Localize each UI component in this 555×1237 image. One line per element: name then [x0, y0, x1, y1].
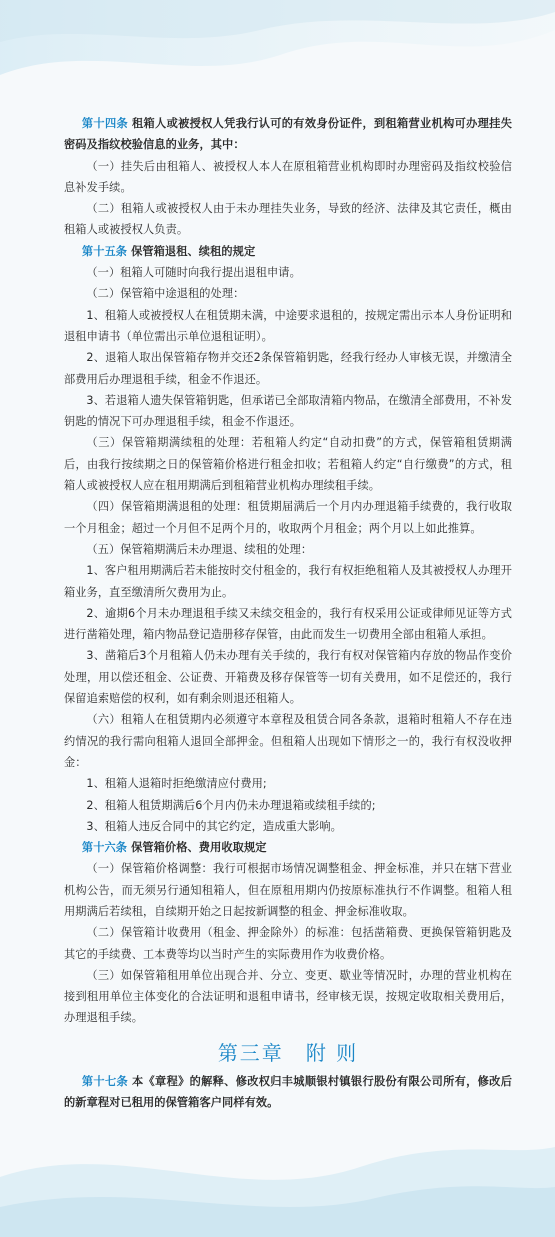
regulation-text	[64, 113, 512, 1113]
article-16-number: 第十六条	[81, 841, 128, 855]
article-15-heading	[64, 241, 512, 262]
article-15-item-15: 3、租箱人违反合同中的其它约定，造成重大影响。	[86, 819, 342, 833]
article-16-item-3: （三）如保管箱租用单位出现合并、分立、变更、歇业等情况时，办理的营业机构在接到租用单位主体变化的合法证明和退租申请书，经审核无误，按规定收取相关费用后，办理退租手续。	[64, 968, 512, 1025]
article-16-item-1: （一）保管箱价格调整：我行可根据市场情况调整租金、押金标准，并只在辖下营业机构公告，而无须另行通知租箱人，但在原租用期内仍按原标准执行不作调整。租箱人租用期满后若续租，自续期开始之日起按新调整的租金、押金标准收取。	[64, 862, 512, 918]
article-16-title: 保管箱价格、费用收取规定	[131, 841, 267, 855]
article-15-item-4: 2、退箱人取出保管箱存物并交还2条保管箱钥匙，经我行经办人审核无误，并缴清全部费用后办理退租手续，租金不作退还。	[64, 351, 512, 386]
article-17-number: 第十七条	[81, 1074, 128, 1088]
chapter-3-title	[64, 1039, 512, 1067]
article-15-item-6: （三）保管箱期满续租的处理：若租箱人约定“自动扣费”的方式，保管箱租赁期满后，由我行按续期之日的保管箱价格进行租金扣收；若租箱人约定“自行缴费”的方式，租箱人或被授权人应在租用期满后到租箱营业机构办理续租手续。	[64, 436, 512, 493]
bottom-wave-decoration	[0, 1117, 555, 1237]
article-15-item-12: （六）租箱人在租赁期内必须遵守本章程及租赁合同各条款，退箱时租箱人不存在违约情况的我行需向租箱人退回全部押金。但租箱人出现如下情形之一的，我行有权没收押金：	[64, 713, 512, 769]
article-15-item-3: 1、租箱人或被授权人在租赁期未满，中途要求退租的，按规定需出示本人身份证明和退租申请书（单位需出示单位退租证明）。	[64, 308, 512, 343]
top-wave-decoration	[0, 0, 555, 110]
article-14-item-1: （一）挂失后由租箱人、被授权人本人在原租箱营业机构即时办理密码及指纹校验信息补发手续。	[64, 159, 512, 194]
article-14-number: 第十四条	[81, 117, 128, 130]
article-15-item-2: （二）保管箱中途退租的处理：	[86, 287, 245, 301]
article-15-item-10: 2、逾期6个月未办理退租手续又未续交租金的，我行有权采用公证或律师见证等方式进行凿箱处理，箱内物品登记造册移存保管，由此而发生一切费用全部由租箱人承担。	[64, 606, 512, 642]
article-15-title: 保管箱退租、续租的规定	[131, 244, 256, 258]
article-16-item-2: （二）保管箱计收费用（租金、押金除外）的标准：包括凿箱费、更换保管箱钥匙及其它的手续费、工本费等均以当时产生的实际费用作为收费价格。	[64, 926, 512, 961]
article-15-number: 第十五条	[81, 244, 128, 258]
article-15-item-14: 2、租箱人租赁期满后6个月内仍未办理退箱或续租手续的;	[86, 798, 376, 812]
article-17-text: 本《章程》的解释、修改权归丰城顺银村镇银行股份有限公司所有，修改后的新章程对已租用的保管箱客户同样有效。	[64, 1074, 512, 1110]
article-15-item-1: （一）租箱人可随时向我行提出退租申请。	[86, 266, 301, 280]
article-17	[64, 1071, 512, 1114]
article-14-intro	[64, 113, 512, 156]
chapter-3-number: 第三章	[217, 1040, 284, 1065]
article-14-text: 租箱人或被授权人凭我行认可的有效身份证件，到租箱营业机构可办理挂失密码及指纹校验信息的业务，其中：	[64, 117, 512, 152]
article-14-item-2: （二）租箱人或被授权人由于未办理挂失业务，导致的经济、法律及其它责任，概由租箱人或被授权人负责。	[64, 202, 512, 237]
article-16-heading	[64, 837, 512, 858]
article-15-item-13: 1、租箱人退箱时拒绝缴清应付费用;	[86, 777, 267, 791]
article-15-item-8: （五）保管箱期满后未办理退、续租的处理：	[86, 542, 313, 556]
article-15-item-11: 3、凿箱后3个月租箱人仍未办理有关手续的，我行有权对保管箱内存放的物品作变价处理，用以偿还租金、公证费、开箱费及移存保管等一切有关费用，如不足偿还的，我行保留追索赔偿的权利，如有剩余则退还租箱人。	[64, 649, 512, 706]
article-15-item-7: （四）保管箱期满退租的处理：租赁期届满后一个月内办理退箱手续费的，我行收取一个月租金；超过一个月但不足两个月的，收取两个月租金；两个月以上如此推算。	[64, 500, 512, 535]
chapter-3-name: 附 则	[305, 1040, 359, 1065]
article-15-item-5: 3、若退箱人遗失保管箱钥匙，但承诺已全部取清箱内物品，在缴清全部费用，不补发钥匙的情况下可办理退租手续，租金不作退还。	[64, 393, 512, 429]
article-15-item-9: 1、客户租用期满后若未能按时交付租金的，我行有权拒绝租箱人及其被授权人办理开箱业务，直至缴清所欠费用为止。	[64, 564, 512, 599]
